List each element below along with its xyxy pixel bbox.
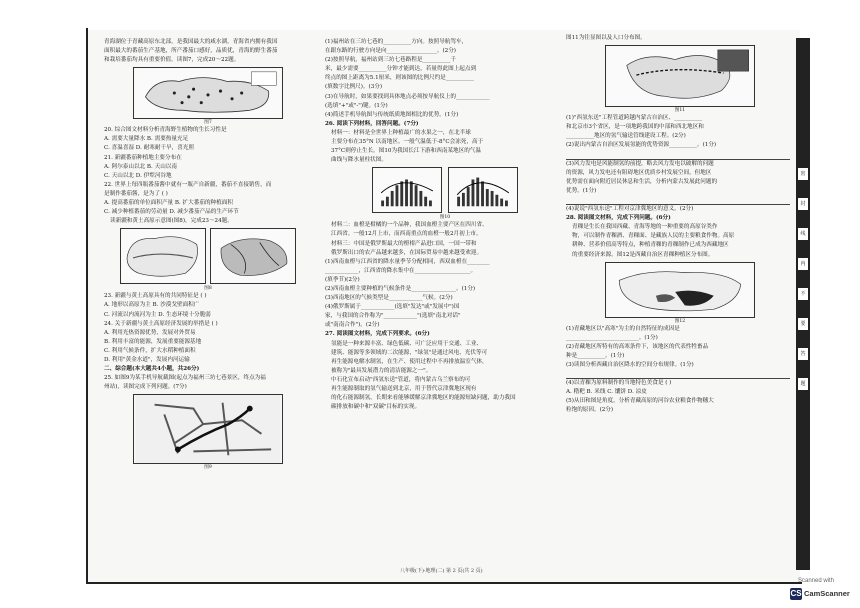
- figure-12-caption: 图12: [674, 318, 686, 324]
- q26-question-line: (4)俄罗斯属于____________(选填"发达"或"发展中")国: [325, 304, 460, 311]
- q28-material-line: 青稞是生长在我国西藏、青海等地的一种重要的高原谷类作: [572, 224, 718, 231]
- q27-question-line: (4)说说"西氢东送"工程对京津冀地区的意义。(2分): [566, 206, 694, 213]
- column-1: [104, 38, 312, 558]
- intro-line: 青海湖位于青藏高原东北部，是我国最大的咸水湖，青海省内拥有我国: [104, 39, 278, 45]
- page-footer: 八年级(下)·地理(二) 第 2 页(共 2 页): [400, 568, 483, 574]
- q24-line: C. 利用气候条件，扩大水稻种植面积: [104, 347, 196, 354]
- q28-question-line: __________________________。(1分): [566, 334, 658, 341]
- q27-question-line: (3)风力发电是风能制氢的前提，略去风力发电以破解的问题: [566, 160, 714, 167]
- q26-question-line: (1)西南血橙与江西省的降水量季节分配相同，西双血橙在________: [325, 258, 490, 265]
- figure-10-caption: 图10: [439, 215, 451, 221]
- column-3: [566, 34, 794, 566]
- figure-8-caption: 图8: [204, 286, 212, 292]
- q21-line: C. 天山以北 D. 伊犁河谷地: [104, 172, 172, 179]
- q25-sub-line: (3)在导航时，如果要找到具体地点必须按导航仪上的____________: [325, 93, 490, 100]
- scanner-top-text: Scanned with: [797, 578, 835, 584]
- q28-question-line: (4)以青稞为原料制作的当地特色美食是 ( ): [566, 380, 672, 387]
- binding-strip-char: 题: [798, 378, 808, 390]
- binding-strip: [796, 38, 810, 570]
- q25-sub-line: 在跟东路的行驶方向是向__________________。(2分): [325, 48, 456, 55]
- q28-material-line: 耕种、营养价值高等特点，种植青稞的青稞制作已成为西藏地区: [572, 242, 729, 249]
- q27-material-line: 碳排放和碳中和"双碳"目标的实现。: [331, 404, 421, 411]
- figure-7-map: [133, 67, 283, 119]
- q22-line: C. 减少种植番茄的劳动量 D. 减少番茄产品的生产环节: [104, 209, 239, 216]
- binding-strip-char: 线: [798, 228, 808, 240]
- scan-edge-bottom: [86, 582, 802, 584]
- binding-strip-char: 不: [798, 288, 808, 300]
- q24-line: D. 利用"黄金水道"，发展内河运输: [104, 356, 190, 363]
- q23-line: C. 河流以内流河为主 D. 生态环境十分脆弱: [104, 311, 211, 318]
- q22-line: A. 提高番茄的单位面积产量 B. 扩大番茄的种植面积: [104, 200, 233, 207]
- q23-line: A. 地形以高原为主 B. 沙漠戈壁面积广: [104, 302, 200, 309]
- figure-7-caption: 图7: [204, 120, 212, 126]
- q28-question-line: A. 糌粑 B. 米线 C. 馕饼 D. 凉皮: [566, 389, 647, 396]
- q25-line: 州站)，读图完成下列问题。(7分): [104, 384, 187, 391]
- binding-strip-char: 封: [798, 198, 808, 210]
- figure-10-right-climate-chart: [448, 167, 518, 213]
- column-2: [325, 38, 565, 558]
- q26-question-line: 家，与我国的合作称为"____________"(选填"南北对话": [325, 313, 461, 320]
- q28-material-line: 物，可以制作青稞酒、青稞面、是藏族人民的主要粮食作物。高原: [572, 233, 735, 240]
- q25-sub-line: (填数字比例尺)。(3分): [325, 84, 383, 91]
- q26-material-1-line: 曲线与降水量柱状图。: [331, 157, 387, 164]
- camscanner-watermark: [786, 578, 850, 604]
- q21-line: 21. 新疆番茄种植地主要分布在: [104, 154, 182, 161]
- q26-material-2-line: 俄罗斯出口的农产品越来越多，在国际贸易中越来越受欢迎。: [331, 249, 483, 256]
- figure-11-title: 图11为往显图以及人口分布图。: [566, 35, 646, 41]
- figure-11-caption: 图11: [674, 108, 686, 114]
- q27-question-line: 的资源，风力发电还有阻碍地区优质乡村发展空间，但地区: [566, 169, 712, 176]
- q27-material-line: 中石化宣布启动"西氢东送"管道，将内蒙古乌兰察布的可: [331, 376, 471, 383]
- figure-10-left-climate-chart: [372, 167, 442, 213]
- section-2-heading: 二、综合题(本大题共4小题，共26分): [104, 366, 200, 373]
- camscanner-logo-icon: CS: [790, 589, 802, 598]
- q24-line: B. 利用丰富的能源，发展重要能源基地: [104, 338, 202, 345]
- scan-edge-left: [86, 28, 88, 584]
- q26-material-2-line: 材料三：中国是俄罗斯最大的橙柑产品进口国，一国一带和: [331, 240, 477, 247]
- q27-material-line: 建筑、能源等多领域的二次能源，"绿氢"是通过风电、光伏等可: [331, 349, 488, 356]
- binding-strip-char: 内: [798, 258, 808, 270]
- binding-strip-char: 答: [798, 348, 808, 360]
- q27-question-line: 优势需在面向附近居民休息和生活，分析内蒙古发展此问题的: [566, 178, 718, 185]
- q28-heading: 28. 阅读图文材料，完成下列问题。(6分): [566, 215, 671, 222]
- q27-question-line: 和北京市3个省区，是一项地跨我国的中部和西北地区和: [566, 124, 704, 131]
- q27-material-line: 再生能源制取的氢气输送到北京，用于替代京津冀地区现有: [331, 386, 477, 392]
- figure-12-tibet-map: [605, 262, 755, 318]
- q26-material-1-line: 主要分布在35°N 以南地区。一般气温低于-8°C会冻死，高于: [331, 139, 484, 146]
- q28-question-line: (1)青藏地区以"高寒"为主的自然特征的成因是: [566, 325, 680, 332]
- q24-line: 24. 关于新疆与黄土高原经济发展的举措是 ( ): [104, 320, 218, 327]
- q21-line: A. 阿尔泰山以北 B. 天山以南: [104, 163, 177, 170]
- binding-strip-char: 要: [798, 318, 808, 330]
- q28-question-line: (5)从田和图是角度，分析青藏高原的河谷农业粮食作物穗大: [566, 398, 714, 405]
- q25-sub-line: 终点的图上距离为5.1厘米，则该图的比例尺约是__________: [325, 75, 474, 82]
- q26-material-1-line: 材料一：材料是全世界上种植最广的水果之一，在北半球: [331, 129, 471, 136]
- q25-sub-line: 米，最少需要__________分钟才能到达，若量得此图上起点到: [325, 66, 477, 73]
- q27-heading: 27. 阅读图文材料，完成下列要求。(6分): [325, 331, 430, 338]
- q26-material-2-line: 江西省。一般12月上市，而西南重点的血橙一般2月初上市。: [331, 231, 482, 238]
- q25-sub-line: (2)按照导航，福州站到三坊七巷路程是__________千: [325, 57, 456, 64]
- q20-line: 20. 综合图文材料分析青海野生植物的生长习性是: [104, 127, 227, 134]
- q26-material-2-line: 材料二：血橙是柑橘的一个品种，我国血橙主要产区在四川省、: [331, 222, 488, 229]
- q28-question-line: 种是__________。(1分): [566, 352, 625, 359]
- q22-tail: 读新疆和黄土高原示意图(图8)，完成23～24题。: [110, 218, 233, 225]
- q27-question-answer-line: [566, 196, 790, 205]
- q20-line: C. 喜温喜湿 D. 耐寒耐干旱，喜光照: [104, 145, 194, 152]
- q27-material-line: 被称为"最具发展潜力的清洁能源之一"。: [331, 367, 432, 374]
- q28-material-line: 的重要经济来源。图12是西藏自治区青稞种植区分布图。: [572, 251, 714, 258]
- binding-strip-char: 密: [798, 168, 808, 180]
- q26-question-line: ____________，江西省的降水集中在____________________。: [325, 267, 477, 274]
- figure-9-caption: 图9: [204, 465, 212, 471]
- q22-line: 是制作番茄酱，是为了 ( ): [104, 190, 168, 197]
- q22-line: 22. 世界上每四瓶番茄酱中就有一瓶产自新疆，番茄不直接销售，而: [104, 181, 272, 188]
- figure-9-navigation-map: [133, 394, 283, 464]
- q24-line: A. 利用光热资源优势，发展对外贸易: [104, 329, 196, 336]
- q26-heading: 26. 阅读下列材料，回答问题。(7分): [325, 120, 419, 127]
- q28-question-answer-line: [566, 370, 790, 379]
- q27-question-line: (1)"西氢东送"工程管道跨越内蒙古自治区、__________: [566, 115, 703, 122]
- q27-question-answer-line: [566, 150, 790, 159]
- scanner-name: CamScanner: [804, 589, 850, 598]
- figure-11-map: [605, 45, 755, 107]
- q26-material-1-line: 37°C则停止生长。图10为我国长江下游和西南某地区的气温: [331, 148, 481, 155]
- q26-question-line: (2)西南血橙主要种植的气候条件是________________。(1分): [325, 285, 476, 292]
- q25-line: 25. 如图9为某手机导航截图(起点为福州三坊七巷景区，终点为福: [104, 375, 266, 382]
- q28-question-line: 粒饱的原因。(2分): [566, 407, 614, 414]
- q25-sub-line: (选填"+"或"-")键。(1分): [325, 102, 388, 109]
- q27-question-line: (2)说出内蒙古自治区发展氢能的优势资源__________。(1分): [566, 142, 717, 149]
- figure-8-xinjiang-map: [120, 228, 206, 284]
- q27-material-line: 氢能是一种来源丰富、绿色低碳、可广泛应用于交通、工业、: [331, 340, 483, 347]
- intro-line: 和栽培番茄均具有重要价值。读图7，完成20～22题。: [104, 57, 240, 64]
- q26-question-line: (填季节)(2分): [325, 276, 360, 283]
- q27-material-line: 再生能源电解水制氢，在生产、使用过程中不再排放温室气体，: [331, 358, 488, 365]
- figure-8-loess-plateau-map: [210, 228, 296, 284]
- q28-question-line: (3)读图分析西藏自治区降水的空间分布规律。(1分): [566, 361, 694, 368]
- q27-question-line: 优势。(1分): [566, 187, 597, 194]
- intro-line: 面积最大的番茄生产基地，所产番茄口感好，品质优，青海的野生番茄: [104, 48, 278, 55]
- q20-line: A. 需要大量降水 B. 需要热量充足: [104, 136, 189, 143]
- q25-sub-line: (4)简述手机导航图与传统纸质地图相比的优势。(1分): [325, 111, 459, 118]
- q26-question-line: (3)西南地区的气候类型是____________气候。(2分): [325, 295, 453, 302]
- q28-question-line: (2)青藏地区所特有的高寒条件下，该地区的代表性牲畜品: [566, 343, 709, 350]
- q27-material-line: 的化石能源制氢，长期来看能够缓解京津冀地区的能源短缺问题，助力我国: [331, 395, 516, 402]
- q25-sub-line: (1)福州站在三坊七巷的__________方向。按照导航驾车，: [325, 39, 468, 45]
- q23-line: 23. 新疆与黄土高原具有的共同特征是 ( ): [104, 293, 207, 300]
- q27-question-line: __________地区的氢气输送管线建设工程。(2分): [566, 133, 686, 140]
- q26-question-line: 或"南南合作")。(2分): [325, 322, 380, 329]
